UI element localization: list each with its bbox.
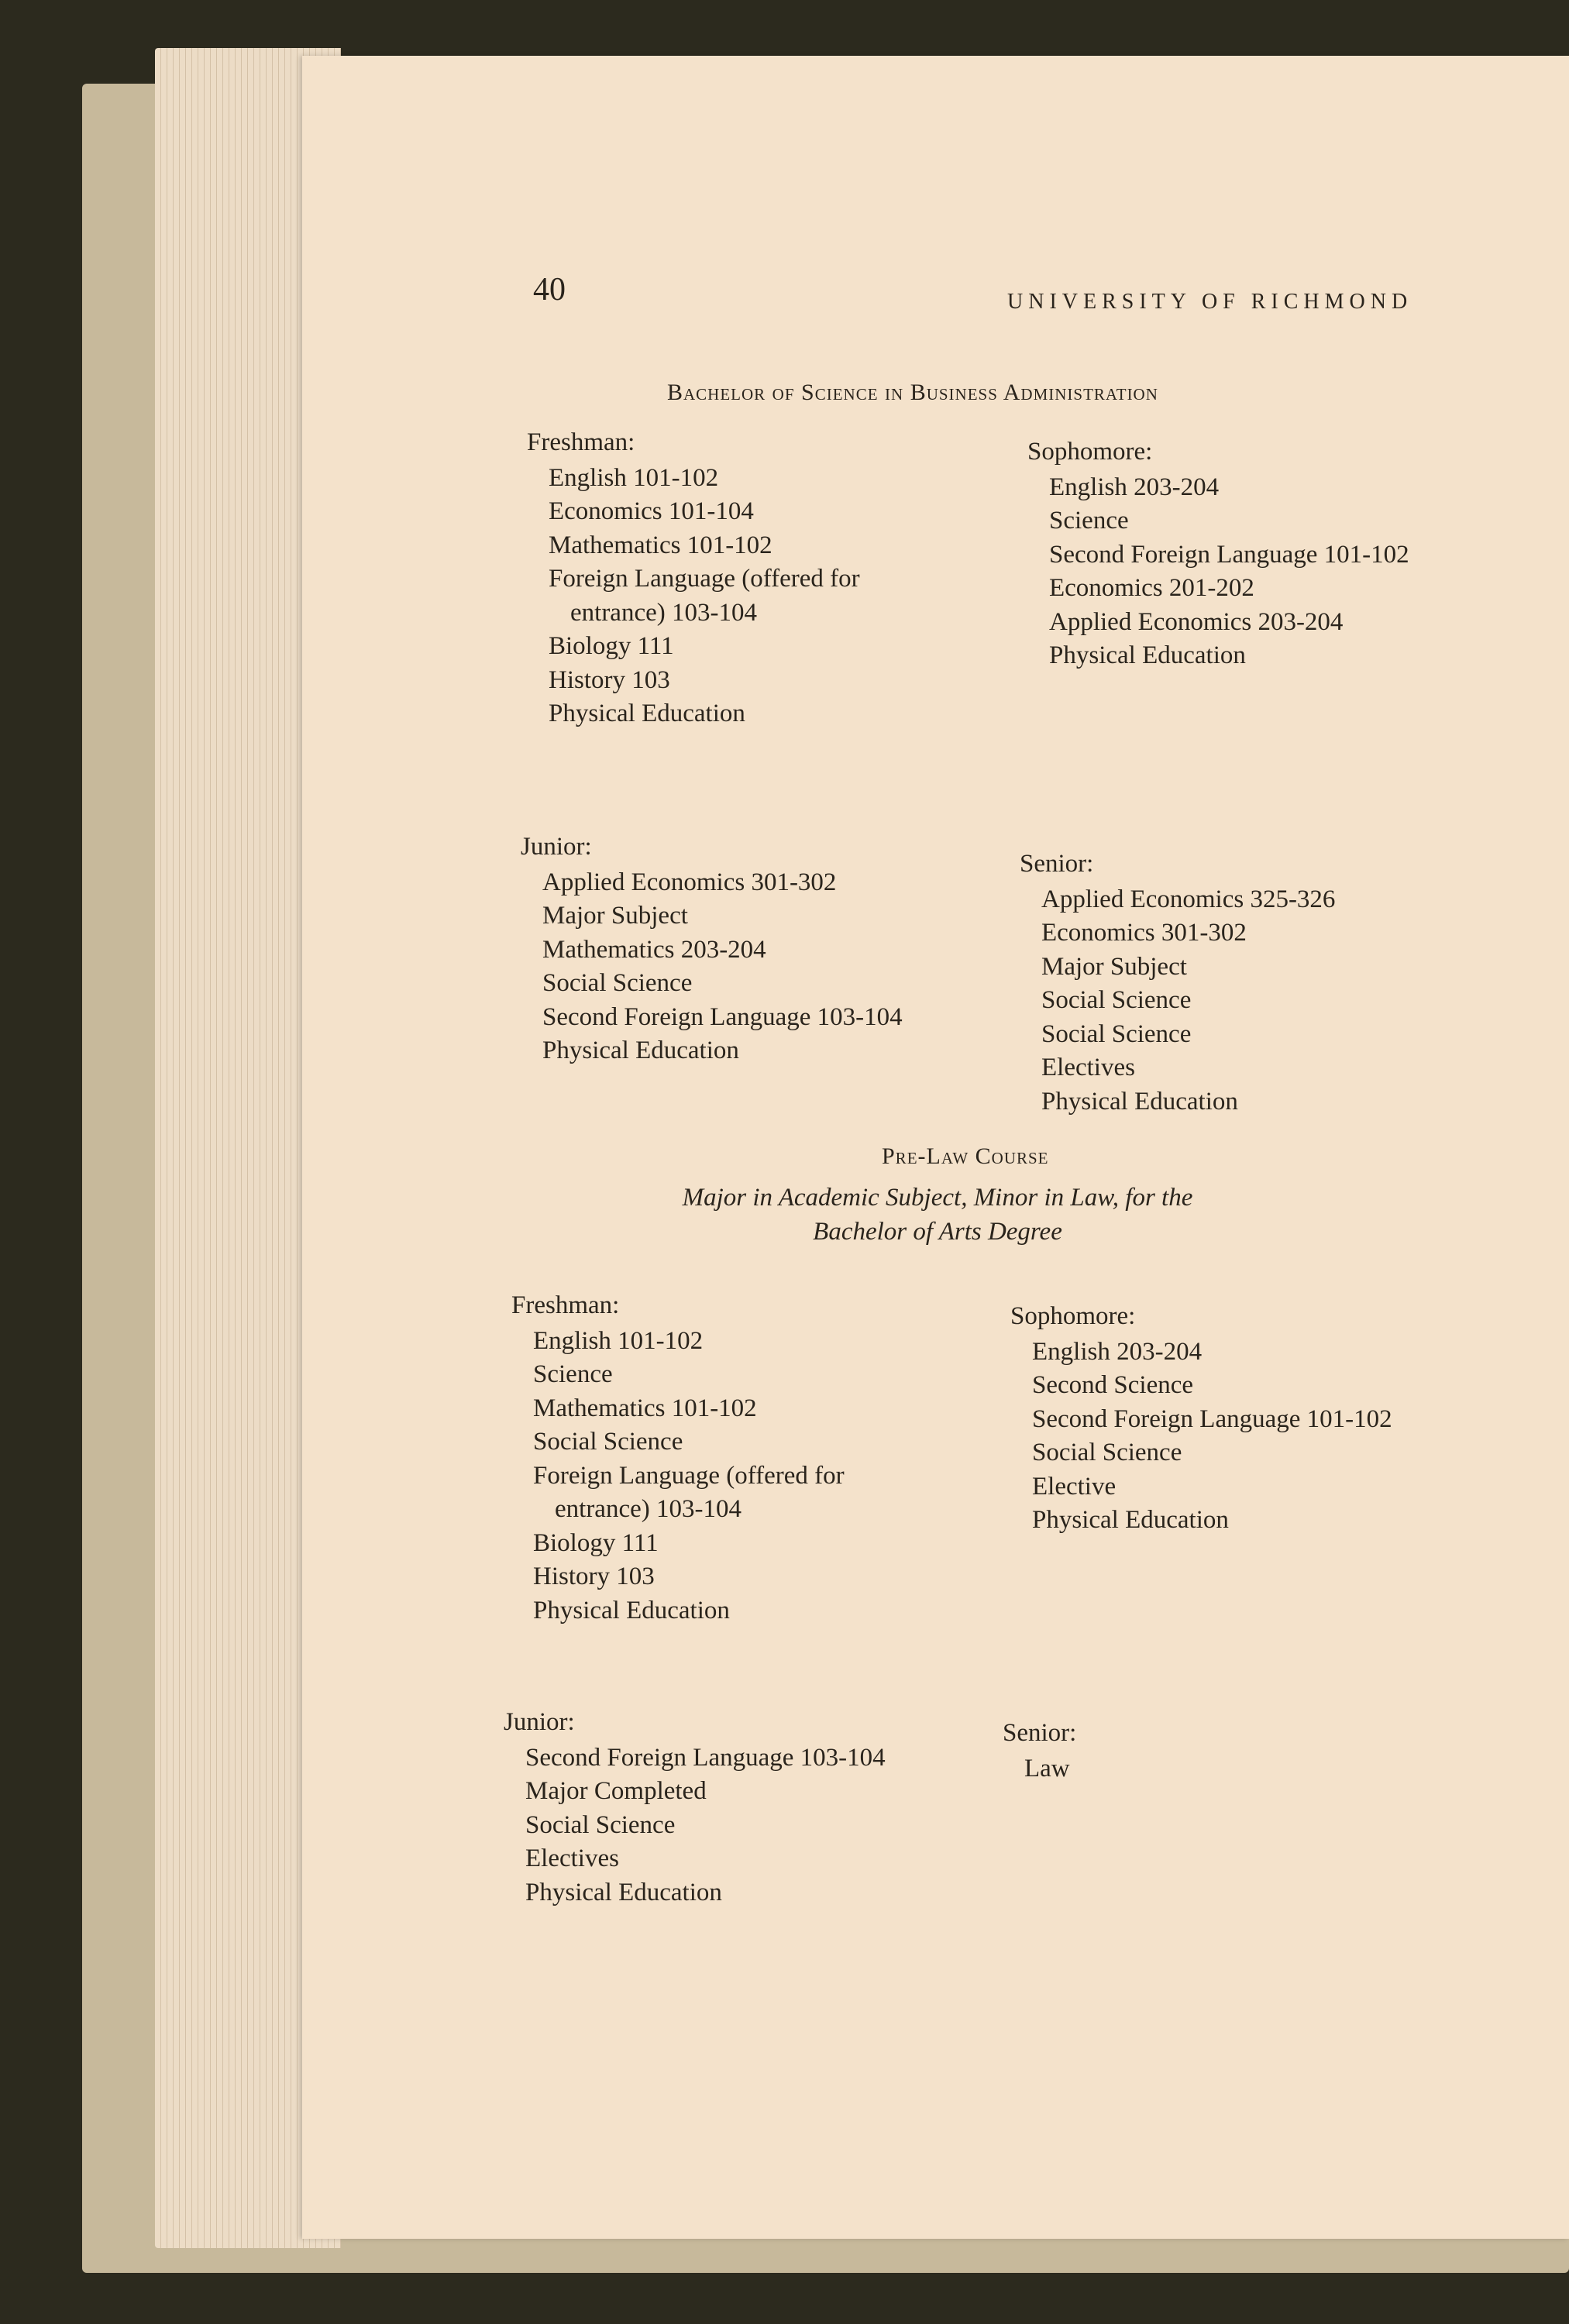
course-item: History 103 bbox=[549, 665, 670, 694]
course-item: Foreign Language (offered for bbox=[549, 565, 860, 593]
year-heading: Junior: bbox=[521, 833, 592, 861]
course-item: Electives bbox=[525, 1844, 619, 1872]
course-item: Second Foreign Language 103-104 bbox=[525, 1743, 886, 1772]
course-item: Physical Education bbox=[533, 1596, 730, 1624]
year-heading: Senior: bbox=[1003, 1719, 1077, 1747]
course-item: Major Completed bbox=[525, 1777, 707, 1805]
course-item: entrance) 103-104 bbox=[555, 1495, 741, 1523]
business-freshman bbox=[527, 426, 860, 731]
course-item: Physical Education bbox=[1032, 1506, 1229, 1534]
course-item: Biology 111 bbox=[549, 632, 674, 660]
subtitle-line: Major in Academic Subject, Minor in Law, for the bbox=[682, 1184, 1193, 1212]
course-item: Mathematics 101-102 bbox=[533, 1394, 757, 1422]
course-item: Social Science bbox=[533, 1428, 683, 1456]
course-item: Social Science bbox=[542, 969, 693, 997]
course-item: English 203-204 bbox=[1032, 1337, 1203, 1366]
course-item: Foreign Language (offered for bbox=[533, 1461, 845, 1490]
course-item: Electives bbox=[1041, 1054, 1135, 1081]
running-head: UNIVERSITY OF RICHMOND bbox=[1007, 290, 1413, 314]
course-item: Physical Education bbox=[1041, 1087, 1238, 1116]
course-item: Applied Economics 325-326 bbox=[1041, 885, 1336, 913]
course-item: Physical Education bbox=[525, 1878, 722, 1906]
section-title-business: Bachelor of Science in Business Administration bbox=[667, 380, 1158, 405]
course-item: Social Science bbox=[1041, 986, 1192, 1014]
course-item: Major Subject bbox=[542, 902, 688, 930]
year-heading: Sophomore: bbox=[1010, 1302, 1136, 1330]
course-item: Biology 111 bbox=[533, 1528, 659, 1557]
business-senior bbox=[1020, 847, 1335, 1119]
course-item: Physical Education bbox=[542, 1037, 739, 1064]
course-item: Social Science bbox=[1041, 1019, 1192, 1048]
section-title-prelaw: Pre-Law Course bbox=[882, 1143, 1049, 1169]
year-heading: Sophomore: bbox=[1027, 438, 1153, 466]
course-item: Second Foreign Language 101-102 bbox=[1032, 1404, 1392, 1433]
prelaw-freshman bbox=[511, 1289, 845, 1628]
year-heading: Senior: bbox=[1020, 850, 1094, 878]
prelaw-sophomore bbox=[1010, 1300, 1392, 1538]
course-item: English 101-102 bbox=[549, 463, 719, 492]
course-item: Physical Education bbox=[549, 700, 745, 727]
course-item: Major Subject bbox=[1041, 952, 1187, 981]
course-item: entrance) 103-104 bbox=[570, 598, 757, 627]
year-heading: Junior: bbox=[504, 1708, 575, 1736]
subtitle-line: Bachelor of Arts Degree bbox=[813, 1218, 1062, 1246]
course-item: Science bbox=[533, 1360, 613, 1388]
prelaw-subtitle bbox=[589, 1181, 1286, 1249]
page-number: 40 bbox=[533, 272, 566, 308]
course-item: Mathematics 203-204 bbox=[542, 935, 766, 964]
course-item: Economics 101-104 bbox=[549, 497, 754, 525]
year-heading: Freshman: bbox=[511, 1291, 620, 1319]
course-item: Economics 301-302 bbox=[1041, 919, 1247, 947]
course-item: Mathematics 101-102 bbox=[549, 531, 772, 559]
course-item: Social Science bbox=[1032, 1439, 1182, 1466]
book-page bbox=[302, 56, 1569, 2239]
course-item: English 101-102 bbox=[533, 1326, 704, 1355]
prelaw-senior bbox=[1003, 1717, 1076, 1786]
course-item: Second Foreign Language 101-102 bbox=[1049, 540, 1409, 569]
course-item: Elective bbox=[1032, 1472, 1117, 1501]
course-item: Physical Education bbox=[1049, 641, 1246, 669]
business-junior bbox=[521, 830, 903, 1068]
course-item: Science bbox=[1049, 507, 1129, 535]
course-item: Economics 201-202 bbox=[1049, 574, 1254, 602]
course-item: Applied Economics 203-204 bbox=[1049, 607, 1344, 636]
course-item: Applied Economics 301-302 bbox=[542, 868, 837, 896]
course-item: Law bbox=[1024, 1754, 1070, 1783]
business-sophomore bbox=[1027, 435, 1409, 673]
course-item: Second Science bbox=[1032, 1371, 1194, 1399]
course-item: Second Foreign Language 103-104 bbox=[542, 1002, 903, 1031]
course-item: English 203-204 bbox=[1049, 473, 1220, 501]
year-heading: Freshman: bbox=[527, 428, 635, 456]
course-item: Social Science bbox=[525, 1810, 676, 1839]
course-item: History 103 bbox=[533, 1563, 655, 1590]
prelaw-junior bbox=[504, 1706, 886, 1910]
